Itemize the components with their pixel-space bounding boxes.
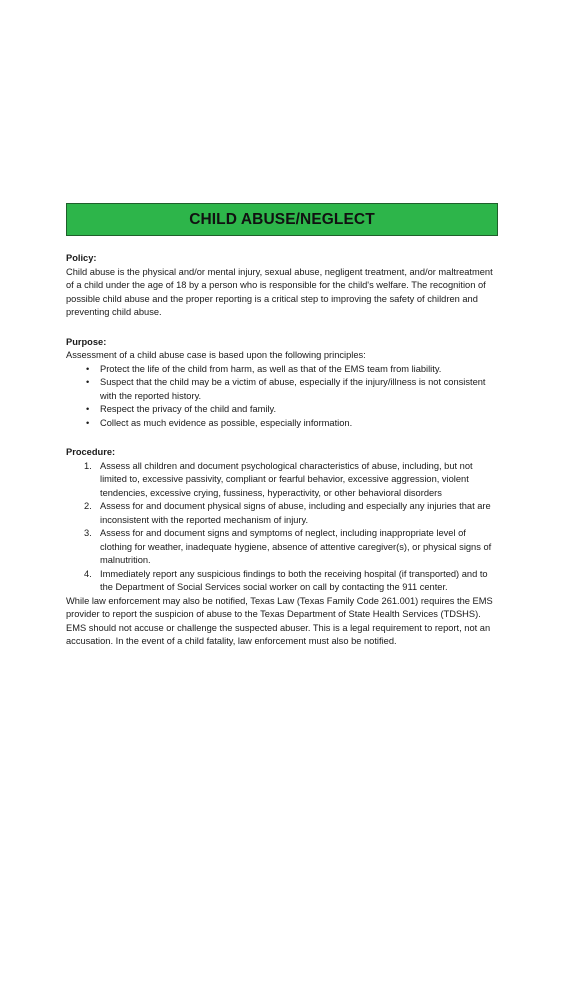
list-item: 3. Assess for and document signs and symptoms of neglect, including inappropriate level of clothing for weather, inadequate hygiene, absence of attentive caregiver(s), or physical signs of malnutrition. <box>84 528 492 565</box>
title-bar <box>66 203 498 236</box>
procedure-closing-text: While law enforcement may also be notified, Texas Law (Texas Family Code 261.001) requires the EMS provider to report the suspicion of abuse to the Texas Department of State Health Services (TDSHS). EMS should not accuse or challenge the suspected abuser. This is a legal requirement to report, not an accusation. In the event of a child fatality, law enforcement must also be notified. <box>66 595 493 646</box>
procedure-heading: Procedure: <box>66 447 116 457</box>
policy-heading: Policy: <box>66 253 97 263</box>
list-item: 2. Assess for and document physical signs of abuse, including and especially any injuries that are inconsistent with the reported mechanism of injury. <box>84 501 491 525</box>
list-item: 1. Assess all children and document psychological characteristics of abuse, including, but not limited to, excessive passivity, compliant or fearful behavior, excessive aggression, violent tendencies, excessive crying, fussiness, hyperactivity, or other behavioral disorders <box>84 460 473 498</box>
purpose-section <box>66 336 498 431</box>
procedure-section <box>66 446 498 649</box>
bullet-icon: • <box>86 404 90 414</box>
purpose-intro: Assessment of a child abuse case is based upon the following principles: <box>66 350 366 360</box>
bullet-icon: • <box>86 377 90 387</box>
purpose-heading: Purpose: <box>66 336 107 347</box>
bullet-icon: • <box>86 363 90 374</box>
list-item: • Collect as much evidence as possible, especially information. <box>66 417 498 431</box>
document <box>66 203 498 649</box>
policy-text: Child abuse is the physical and/or mental injury, sexual abuse, negligent treatment, and/or maltreatment of a child under the age of 18 by a person who is responsible for the child's welfare. The recognition of possible child abuse and the proper reporting is a critical step to improving the safety of children and preventing child abuse. <box>66 266 493 317</box>
list-item: • Suspect that the child may be a victim of abuse, especially if the injury/illness is not consistent with the reported history. <box>86 377 486 401</box>
list-item: • Respect the privacy of the child and family. <box>66 403 498 417</box>
document-title: CHILD ABUSE/NEGLECT <box>189 210 375 228</box>
bullet-icon: • <box>86 417 90 428</box>
list-item: • Protect the life of the child from harm, as well as that of the EMS team from liability. <box>66 363 498 377</box>
list-item: 4. Immediately report any suspicious findings to both the receiving hospital (if transported) and to the Department of Social Services social worker on call by contacting the 911 center. <box>84 568 488 592</box>
procedure-step-list <box>66 460 498 595</box>
policy-section <box>66 252 498 320</box>
purpose-bullet-list <box>66 363 498 431</box>
